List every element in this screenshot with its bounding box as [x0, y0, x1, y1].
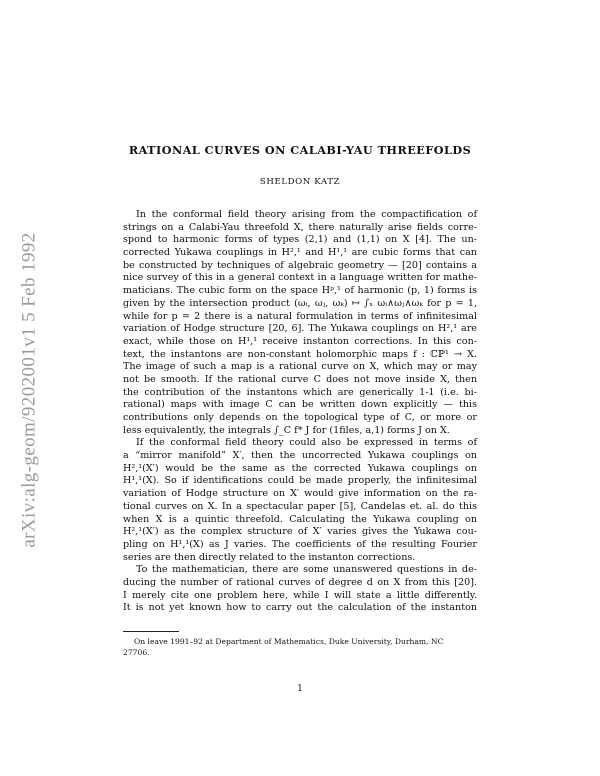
body-line: less equivalently, the integrals ∫_C f* J for (1files, a,1) forms J on X. [123, 424, 450, 436]
body-line: pling on H¹,¹(X) as J varies. The coefficients of the resulting Fourier [123, 538, 477, 550]
body-line: rational) maps with image C can be written down explicitly — this [123, 399, 477, 411]
body-line: spond to harmonic forms of types (2,1) and (1,1) on X [4]. The un- [123, 234, 477, 246]
body-line: series are then directly related to the instanton corrections. [123, 551, 416, 563]
body-line: H¹,¹(X). So if identifications could be made properly, the infinitesimal [123, 475, 477, 487]
body-line: ducing the number of rational curves of degree d on X from this [20]. [123, 576, 477, 588]
body-line: variation of Hodge structure [20, 6]. The Yukawa couplings on H²,¹ are [123, 323, 477, 335]
body-line: corrected Yukawa couplings in H²,¹ and H¹,¹ are cubic forms that can [123, 247, 477, 259]
footnote-line: On leave 1991–92 at Department of Mathematics, Duke University, Durham, NC [134, 637, 444, 646]
body-line: contributions only depends on the topological type of C, or more or [123, 412, 477, 423]
body-line: H²,¹(X′) would be the same as the corrected Yukawa couplings on [123, 462, 477, 474]
body-line: be constructed by techniques of algebraic geometry — [20] contains a [123, 259, 477, 271]
footnote [123, 637, 477, 658]
body-line: The image of such a map is a rational curve on X, which may or may [123, 361, 477, 373]
body-line: while for p = 2 there is a natural formulation in terms of infinitesimal [123, 310, 477, 322]
body-line: exact, while those on H¹,¹ receive instanton corrections. In this con- [123, 335, 477, 347]
page-number: 1 [297, 684, 303, 694]
body-line: not be smooth. If the rational curve C does not move inside X, then [123, 373, 477, 385]
abstract-body [123, 209, 477, 615]
body-line: To the mathematician, there are some unanswered questions in de- [136, 564, 477, 576]
body-line: In the conformal field theory arising from the compactification of [136, 209, 477, 220]
arxiv-side-label [10, 160, 50, 620]
body-line: text, the instantons are non-constant holomorphic maps f : ℂℙ¹ → X. [123, 348, 477, 360]
footnote-rule [123, 631, 179, 632]
body-line: If the conformal field theory could also be expressed in terms of [136, 437, 477, 449]
body-line: a “mirror manifold” X′, then the uncorrected Yukawa couplings on [123, 450, 477, 462]
body-line: H²,¹(X′) as the complex structure of X′ varies gives the Yukawa cou- [123, 526, 477, 538]
body-line: I merely cite one problem here, while I will state a little differently. [123, 589, 477, 601]
body-line: when X is a quintic threefold. Calculating the Yukawa coupling on [123, 513, 477, 525]
body-line: nice survey of this in a general context in a language written for mathe- [123, 272, 477, 284]
paper-author: SHELDON KATZ [259, 177, 341, 187]
arxiv-identifier: arXiv:alg-geom/9202001v1 5 Feb 1992 [19, 232, 41, 548]
body-line: variation of Hodge structure on X′ would give information on the ra- [123, 488, 477, 500]
paper-title: RATIONAL CURVES ON CALABI-YAU THREEFOLDS [128, 143, 472, 157]
body-line: It is not yet known how to carry out the calculation of the instanton [123, 602, 477, 614]
footnote-line: 27706. [123, 647, 150, 657]
body-line: strings on a Calabi-Yau threefold X, there naturally arise fields corre- [123, 221, 477, 233]
body-line: the contribution of the instantons which are generically 1-1 (i.e. bi- [123, 386, 477, 398]
body-line: tional curves on X. In a spectacular paper [5], Candelas et. al. do this [123, 500, 477, 512]
body-line: maticians. The cubic form on the space Hᵖ,¹ of harmonic (p, 1) forms is [123, 285, 477, 297]
body-line: given by the intersection product (ωᵢ, ωⱼ, ωₖ) ↦ ∫ₓ ωᵢ∧ωⱼ∧ωₖ for p = 1, [123, 297, 477, 309]
